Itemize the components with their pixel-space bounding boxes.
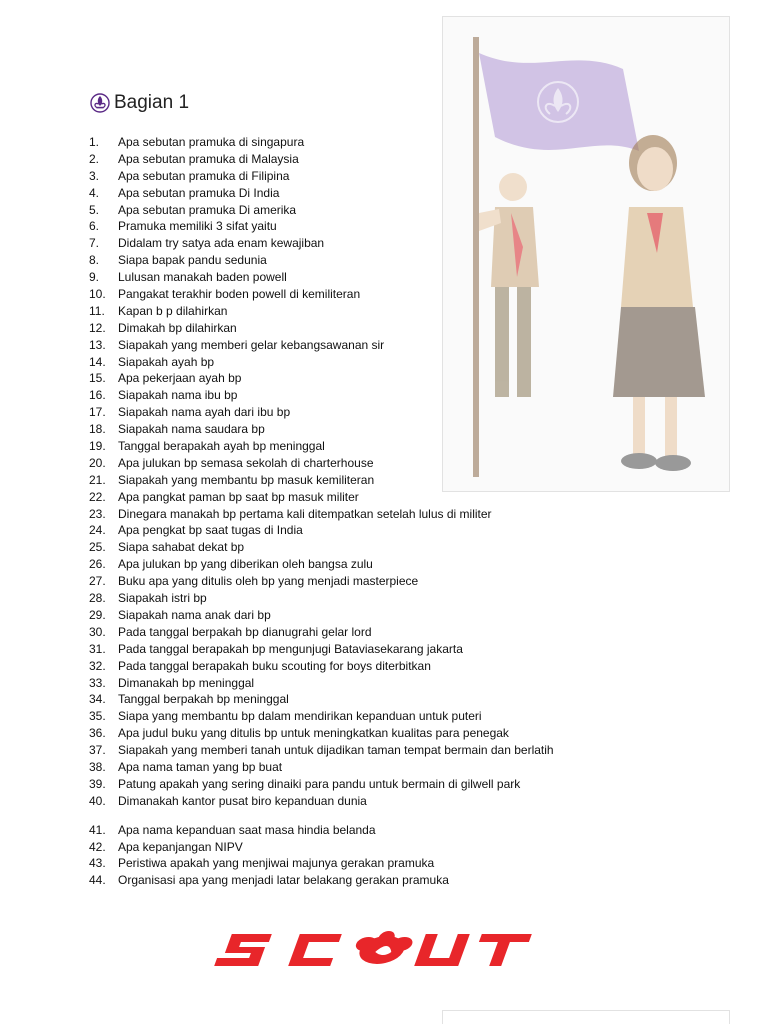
- question-text: Pada tanggal berapakah buku scouting for boys diterbitkan: [118, 658, 431, 673]
- question-number: 1.: [89, 135, 100, 149]
- question-text: Apa pangkat paman bp saat bp masuk militer: [118, 489, 359, 504]
- question-text: Apa kepanjangan NIPV: [118, 839, 243, 854]
- question-text: Siapakah nama anak dari bp: [118, 607, 271, 622]
- question-number: 18.: [89, 422, 106, 437]
- question-number: 24.: [89, 523, 106, 538]
- question-text: Pramuka memiliki 3 sifat yaitu: [118, 219, 277, 234]
- question-number: 26.: [89, 557, 106, 572]
- question-number: 10.: [89, 287, 106, 302]
- question-number: 28.: [89, 591, 106, 606]
- question-number: 34.: [89, 692, 106, 707]
- question-number: 37.: [89, 743, 106, 758]
- question-text: Dimakah bp dilahirkan: [118, 320, 237, 335]
- question-number: 40.: [89, 793, 106, 808]
- question-text: Dimanakah bp meninggal: [118, 675, 255, 690]
- question-text: Patung apakah yang sering dinaiki para pandu untuk bermain di gilwell park: [118, 776, 521, 791]
- question-number: 5.: [89, 202, 100, 217]
- scout-wordmark-logo: [212, 928, 532, 977]
- question-text: Apa sebutan pramuka di Malaysia: [118, 151, 299, 166]
- question-text: Siapa sahabat dekat bp: [118, 540, 245, 555]
- question-number: 14.: [89, 354, 106, 369]
- next-page-frame: [442, 1010, 730, 1024]
- question-number: 43.: [89, 856, 106, 871]
- question-number: 15.: [89, 371, 106, 386]
- question-number: 7.: [89, 236, 100, 251]
- question-number: 17.: [89, 405, 106, 420]
- question-text: Apa sebutan pramuka di Filipina: [118, 168, 290, 183]
- question-number: 20.: [89, 455, 106, 470]
- question-number: 41.: [89, 822, 106, 837]
- scout-illustration: [442, 16, 730, 492]
- question-number: 11.: [89, 303, 105, 318]
- question-text: Siapakah nama ibu bp: [118, 388, 238, 403]
- question-number: 44.: [89, 873, 106, 888]
- question-text: Buku apa yang ditulis oleh bp yang menjadi masterpiece: [118, 574, 419, 589]
- section-heading: [90, 92, 189, 114]
- question-number: 23.: [89, 506, 106, 521]
- question-text: Apa julukan bp semasa sekolah di charterhouse: [118, 455, 374, 470]
- question-number: 19.: [89, 439, 106, 454]
- question-text: Apa sebutan pramuka Di amerika: [118, 202, 297, 217]
- question-text: Siapakah yang memberi tanah untuk dijadikan taman tempat bermain dan berlatih: [118, 743, 554, 758]
- question-text: Siapakah nama saudara bp: [118, 422, 265, 437]
- question-text: Apa nama kepanduan saat masa hindia belanda: [118, 822, 376, 837]
- question-text: Pada tanggal berpakah bp dianugrahi gelar lord: [118, 624, 372, 639]
- question-text: Tanggal berpakah bp meninggal: [118, 692, 289, 707]
- fleur-de-lis-icon: [90, 93, 110, 113]
- question-text: Apa sebutan pramuka Di India: [118, 185, 280, 200]
- question-number: 13.: [89, 337, 106, 352]
- question-text: Siapakah nama ayah dari ibu bp: [118, 405, 291, 420]
- question-text: Apa pekerjaan ayah bp: [118, 371, 242, 386]
- question-text: Pangakat terakhir boden powell di kemiliteran: [118, 287, 361, 302]
- question-number: 36.: [89, 726, 106, 741]
- question-text: Siapa yang membantu bp dalam mendirikan kepanduan untuk puteri: [118, 709, 482, 724]
- question-number: 27.: [89, 574, 106, 589]
- question-text: Apa judul buku yang ditulis bp untuk meningkatkan kualitas para penegak: [118, 726, 509, 741]
- question-number: 25.: [89, 540, 106, 555]
- question-text: Siapakah yang memberi gelar kebangsawanan sir: [118, 337, 385, 352]
- question-number: 16.: [89, 388, 106, 403]
- question-number: 31.: [89, 641, 106, 656]
- question-text: Lulusan manakah baden powell: [118, 270, 287, 285]
- question-number: 32.: [89, 658, 106, 673]
- question-number: 35.: [89, 709, 106, 724]
- question-number: 6.: [89, 219, 100, 234]
- question-text: Pada tanggal berapakah bp mengunjugi Bataviasekarang jakarta: [118, 641, 463, 656]
- question-number: 12.: [89, 320, 106, 335]
- question-text: Apa julukan bp yang diberikan oleh bangsa zulu: [118, 557, 373, 572]
- question-text: Didalam try satya ada enam kewajiban: [118, 236, 325, 251]
- question-text: Peristiwa apakah yang menjiwai majunya gerakan pramuka: [118, 856, 435, 871]
- question-text: Apa nama taman yang bp buat: [118, 759, 283, 774]
- question-number: 9.: [89, 270, 100, 285]
- page-title: Bagian 1: [114, 92, 190, 113]
- question-text: Organisasi apa yang menjadi latar belakang gerakan pramuka: [118, 873, 449, 888]
- question-number: 42.: [89, 839, 106, 854]
- question-text: Apa sebutan pramuka di singapura: [118, 135, 305, 149]
- question-number: 2.: [89, 151, 100, 166]
- question-text: Dimanakah kantor pusat biro kepanduan dunia: [118, 793, 367, 808]
- question-number: 3.: [89, 168, 100, 183]
- question-number: 39.: [89, 776, 106, 791]
- scouts-with-flag-illustration: [443, 17, 729, 491]
- question-text: Siapakah ayah bp: [118, 354, 215, 369]
- question-text: Tanggal berapakah ayah bp meninggal: [118, 439, 325, 454]
- question-text: Siapakah yang membantu bp masuk kemiliteran: [118, 472, 375, 487]
- question-number: 30.: [89, 624, 106, 639]
- question-number: 29.: [89, 607, 106, 622]
- question-number: 38.: [89, 759, 106, 774]
- question-text: Siapakah istri bp: [118, 591, 207, 606]
- question-number: 4.: [89, 185, 100, 200]
- question-number: 22.: [89, 489, 106, 504]
- question-number: 33.: [89, 675, 106, 690]
- question-text: Kapan b p dilahirkan: [118, 303, 228, 318]
- question-number: 8.: [89, 253, 100, 268]
- question-text: Dinegara manakah bp pertama kali ditempatkan setelah lulus di militer: [118, 506, 492, 521]
- question-number: 21.: [89, 472, 106, 487]
- question-text: Apa pengkat bp saat tugas di India: [118, 523, 303, 538]
- question-text: Siapa bapak pandu sedunia: [118, 253, 267, 268]
